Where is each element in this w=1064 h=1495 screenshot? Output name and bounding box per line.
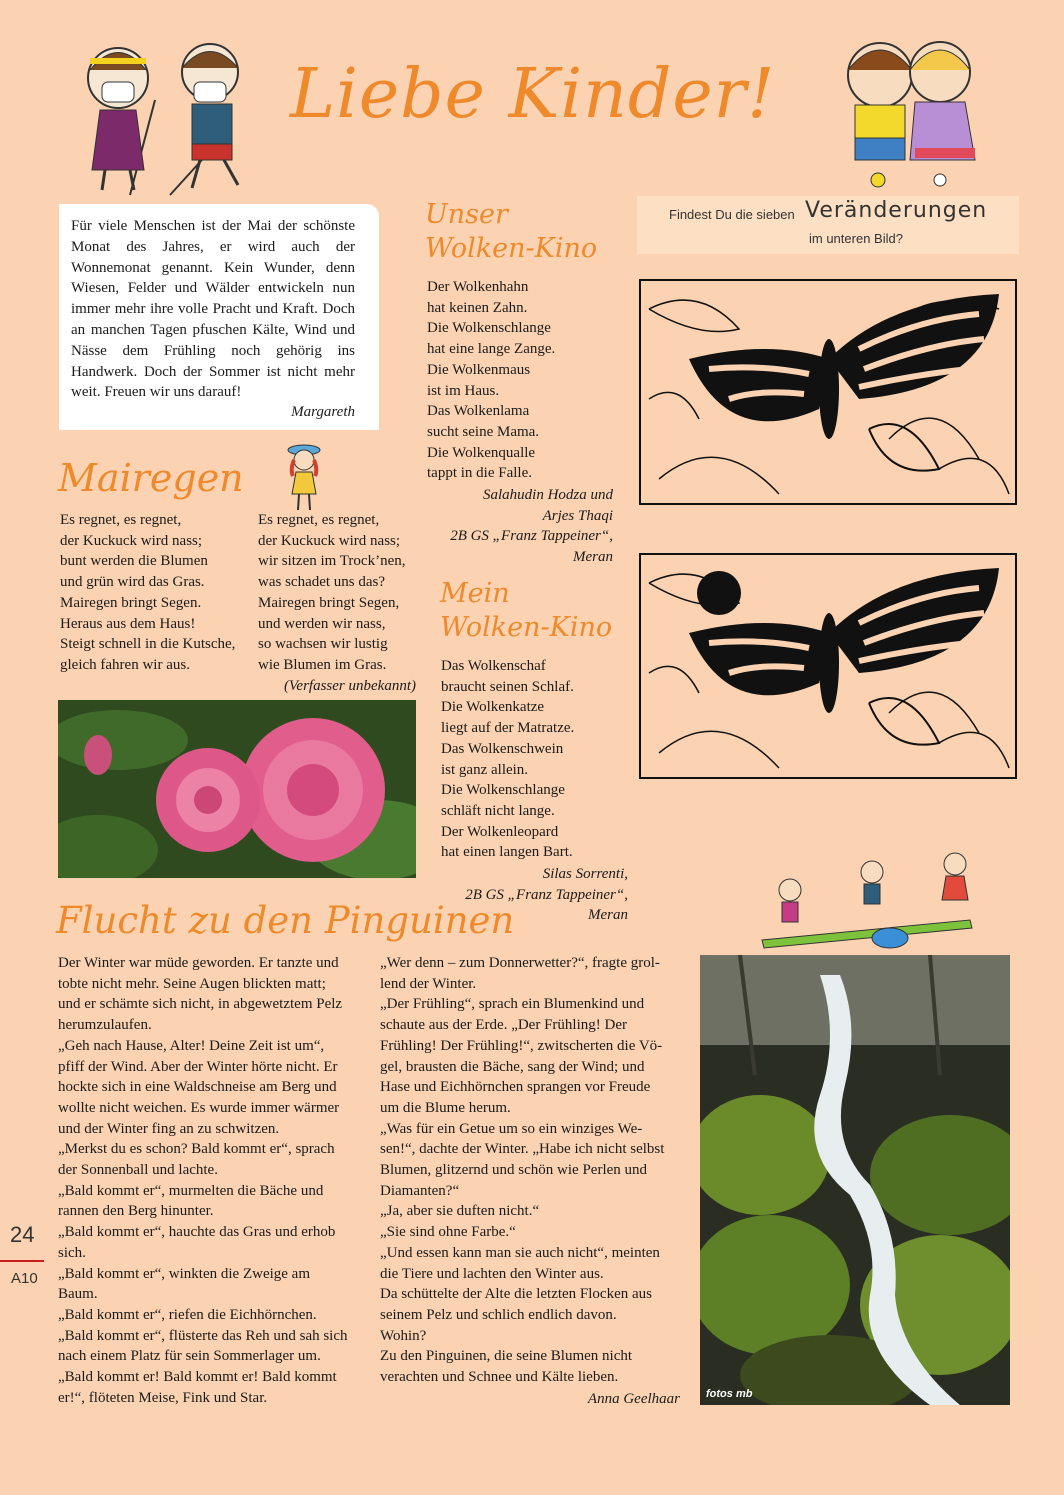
story-line: Da schüttelte der Alte die letzten Flocken aus — [380, 1286, 652, 1303]
puzzle-word: Veränderungen — [805, 198, 988, 223]
page-title: Liebe Kinder! — [290, 55, 776, 134]
poem-line: hat eine lange Zange. — [427, 341, 556, 358]
mairegen-author: (Verfasser unbekannt) — [283, 678, 416, 694]
story-line: lend der Winter. — [380, 975, 477, 992]
poem-line: Das Wolkenschaf — [441, 658, 546, 674]
poem-line: Es regnet, es regnet, — [60, 512, 182, 528]
story-line: Der Winter war müde geworden. Er tanzte und — [58, 955, 339, 971]
butterfly-drawing-bottom — [639, 553, 1017, 779]
poem-line: braucht seinen Schlaf. — [441, 678, 574, 695]
story-line: Blumen, glitzernd und schön wie Perlen und — [380, 1162, 648, 1179]
author-line: 2B GS „Franz Tappeiner“, — [450, 528, 613, 545]
story-line: verachten und Schnee und Kälte lieben. — [380, 1369, 619, 1386]
puzzle-banner — [637, 196, 1019, 254]
intro-author: Margareth — [291, 404, 355, 420]
story-line: die Tiere und lachten den Winter aus. — [380, 1265, 604, 1282]
mairegen-col1 — [60, 510, 250, 676]
page-code: A10 — [11, 1270, 38, 1287]
poem-line: der Kuckuck wird nass; — [60, 532, 203, 549]
intro-box — [59, 204, 379, 430]
unser-authors — [413, 485, 613, 568]
author-line: Meran — [588, 907, 628, 924]
story-line: der Sonnenball und lachte. — [58, 1162, 218, 1179]
poem-line: Heraus aus dem Haus! — [60, 615, 196, 632]
poem-line: hat keinen Zahn. — [427, 299, 528, 316]
story-line: hockte sich in eine Waldschneise am Berg und — [58, 1079, 337, 1096]
story-line: „Bald kommt er“, riefen die Eichhörnchen. — [58, 1306, 317, 1323]
pink-roses-photo — [58, 700, 416, 878]
photo-credit: fotos mb — [706, 1388, 753, 1400]
story-line: wollte nicht weichen. Es wurde immer wärmer — [58, 1099, 340, 1116]
heading-line: Wolken-Kino — [425, 233, 598, 264]
story-line: herumzulaufen. — [58, 1017, 152, 1034]
waterfall-photo — [700, 955, 1010, 1405]
story-line: „Merkst du es schon? Bald kommt er“, sprach — [58, 1141, 335, 1158]
story-line: „Der Frühling“, sprach ein Blumenkind und — [380, 996, 645, 1013]
mairegen-heading: Mairegen — [58, 456, 244, 500]
author-line: Silas Sorrenti, — [542, 866, 628, 882]
poem-line: Die Wolkenmaus — [427, 361, 531, 378]
puzzle-prefix: Findest Du die sieben — [669, 207, 795, 222]
poem-line: gleich fahren wir aus. — [60, 656, 190, 673]
poem-line: sucht seine Mama. — [427, 423, 540, 440]
poem-line: und werden wir nass, — [258, 615, 386, 632]
story-col2 — [380, 953, 685, 1388]
story-line: Hase und Eichhörnchen sprangen vor Freude — [380, 1079, 651, 1096]
poem-line: so wachsen wir lustig — [258, 636, 388, 653]
poem-line: der Kuckuck wird nass; — [258, 532, 401, 549]
story-line: sen!“, dachte der Winter. „Habe ich nicht selbst — [380, 1141, 665, 1158]
story-line: Diamanten?“ — [380, 1182, 460, 1199]
story-line: um die Blume herum. — [380, 1099, 511, 1116]
story-line: „Geh nach Hause, Alter! Deine Zeit ist um“, — [58, 1037, 325, 1054]
poem-line: was schadet uns das? — [258, 574, 386, 591]
poem-line: hat einen langen Bart. — [441, 844, 573, 861]
story-line: und der Winter fing an zu schwitzen. — [58, 1120, 280, 1137]
story-heading: Flucht zu den Pinguinen — [56, 899, 515, 942]
story-line: „Bald kommt er“, hauchte das Gras und erhob — [58, 1224, 336, 1241]
story-col1 — [58, 953, 368, 1408]
story-line: „Ja, aber sie duften nicht.“ — [380, 1203, 540, 1220]
story-line: „Und essen kann man sie auch nicht“, meinten — [380, 1244, 660, 1261]
story-line: Baum. — [58, 1286, 98, 1303]
seesaw-kids-illustration — [760, 852, 980, 952]
poem-line: Die Wolkenschlange — [427, 320, 551, 337]
mein-poem — [441, 656, 641, 863]
kids-hugging-illustration — [830, 30, 990, 190]
poem-line: Es regnet, es regnet, — [258, 512, 380, 528]
poem-line: Die Wolkenqualle — [427, 444, 536, 461]
story-line: gel, brausten die Bäche, sang der Wind; und — [380, 1058, 645, 1075]
poem-line: wie Blumen im Gras. — [258, 656, 387, 673]
poem-line: Steigt schnell in die Kutsche, — [60, 636, 236, 653]
poem-line: Das Wolkenschwein — [441, 740, 564, 757]
poem-line: ist im Haus. — [427, 382, 500, 399]
girl-with-hat-icon — [284, 440, 324, 514]
mairegen-col2 — [258, 510, 418, 676]
story-line: rannen den Berg hinunter. — [58, 1203, 214, 1220]
story-line: schaute aus der Erde. „Der Frühling! Der — [380, 1017, 627, 1034]
story-line: pfiff der Wind. Aber der Winter hörte nicht. Er — [58, 1058, 338, 1075]
story-line: sich. — [58, 1244, 86, 1261]
page-number-rule — [0, 1260, 44, 1262]
heading-line: Mein — [440, 578, 510, 609]
story-line: „Bald kommt er“, flüsterte das Reh und sah sich — [58, 1327, 348, 1344]
story-line: „Bald kommt er! Bald kommt er! Bald kommt — [58, 1369, 337, 1386]
story-line: nach einem Platz für sein Sommerlager um. — [58, 1348, 321, 1365]
poem-line: ist ganz allein. — [441, 761, 529, 778]
poem-line: tappt in die Falle. — [427, 465, 532, 482]
poem-line: Der Wolkenhahn — [427, 279, 529, 295]
unser-heading — [425, 198, 625, 266]
author-line: Arjes Thaqi — [542, 507, 613, 524]
kids-with-masks-illustration — [60, 30, 280, 200]
story-line: „Wer denn – zum Donnerwetter?“, fragte grol- — [380, 955, 660, 971]
poem-line: Mairegen bringt Segen, — [258, 594, 400, 611]
story-line: Frühling! Der Frühling!“, zwitscherten die Vö- — [380, 1037, 663, 1054]
author-line: Salahudin Hodza und — [482, 487, 613, 503]
puzzle-suffix: im unteren Bild? — [809, 231, 903, 246]
story-line: „Was für ein Getue um so ein winziges We- — [380, 1120, 643, 1137]
unser-poem — [427, 277, 627, 484]
story-line: „Bald kommt er“, murmelten die Bäche und — [58, 1182, 324, 1199]
poem-line: Die Wolkenschlange — [441, 782, 565, 799]
story-line: tobte nicht mehr. Seine Augen blickten matt; — [58, 975, 326, 992]
poem-line: schläft nicht lange. — [441, 802, 555, 819]
author-line: Meran — [573, 549, 613, 566]
poem-line: Das Wolkenlama — [427, 403, 530, 420]
heading-line: Wolken-Kino — [440, 612, 613, 643]
poem-line: bunt werden die Blumen — [60, 553, 208, 570]
butterfly-drawing-top — [639, 279, 1017, 505]
story-line: „Sie sind ohne Farbe.“ — [380, 1224, 516, 1241]
page-number: 24 — [10, 1222, 35, 1247]
story-line: Zu den Pinguinen, die seine Blumen nicht — [380, 1348, 633, 1365]
story-line: er!“, flöteten Meise, Fink und Star. — [58, 1389, 268, 1406]
poem-line: Mairegen bringt Segen. — [60, 594, 202, 611]
mein-heading — [440, 577, 640, 645]
poem-line: und grün wird das Gras. — [60, 574, 205, 591]
story-line: seinem Pelz und schlich endlich davon. — [380, 1306, 617, 1323]
poem-line: liegt auf der Matratze. — [441, 720, 575, 737]
story-author: Anna Geelhaar — [587, 1391, 680, 1407]
poem-line: Der Wolkenleopard — [441, 823, 559, 840]
story-line: „Bald kommt er“, winkten die Zweige am — [58, 1265, 311, 1282]
poem-line: wir sitzen im Trock’nen, — [258, 553, 406, 570]
author-line: 2B GS „Franz Tappeiner“, — [465, 886, 628, 903]
poem-line: Die Wolkenkatze — [441, 699, 545, 716]
story-line: Wohin? — [380, 1327, 427, 1344]
heading-line: Unser — [425, 199, 508, 230]
intro-text: Für viele Menschen ist der Mai der schönste Monat des Jahres, er wird auch der Wonnemonat genannt. Kein Wunder, denn Wiesen, Felder und Wälder entwickeln nun immer mehr ihre volle Pracht und Kraft. Doch an manchen Tagen pfuschen Kälte, Wind und Nässe dem Frühling noch gehörig ins Handwerk. Doch der Sommer ist nicht mehr weit. Freuen wir uns darauf! — [71, 218, 355, 401]
story-line: und er schämte sich nicht, in abgewetztem Pelz — [58, 996, 343, 1013]
